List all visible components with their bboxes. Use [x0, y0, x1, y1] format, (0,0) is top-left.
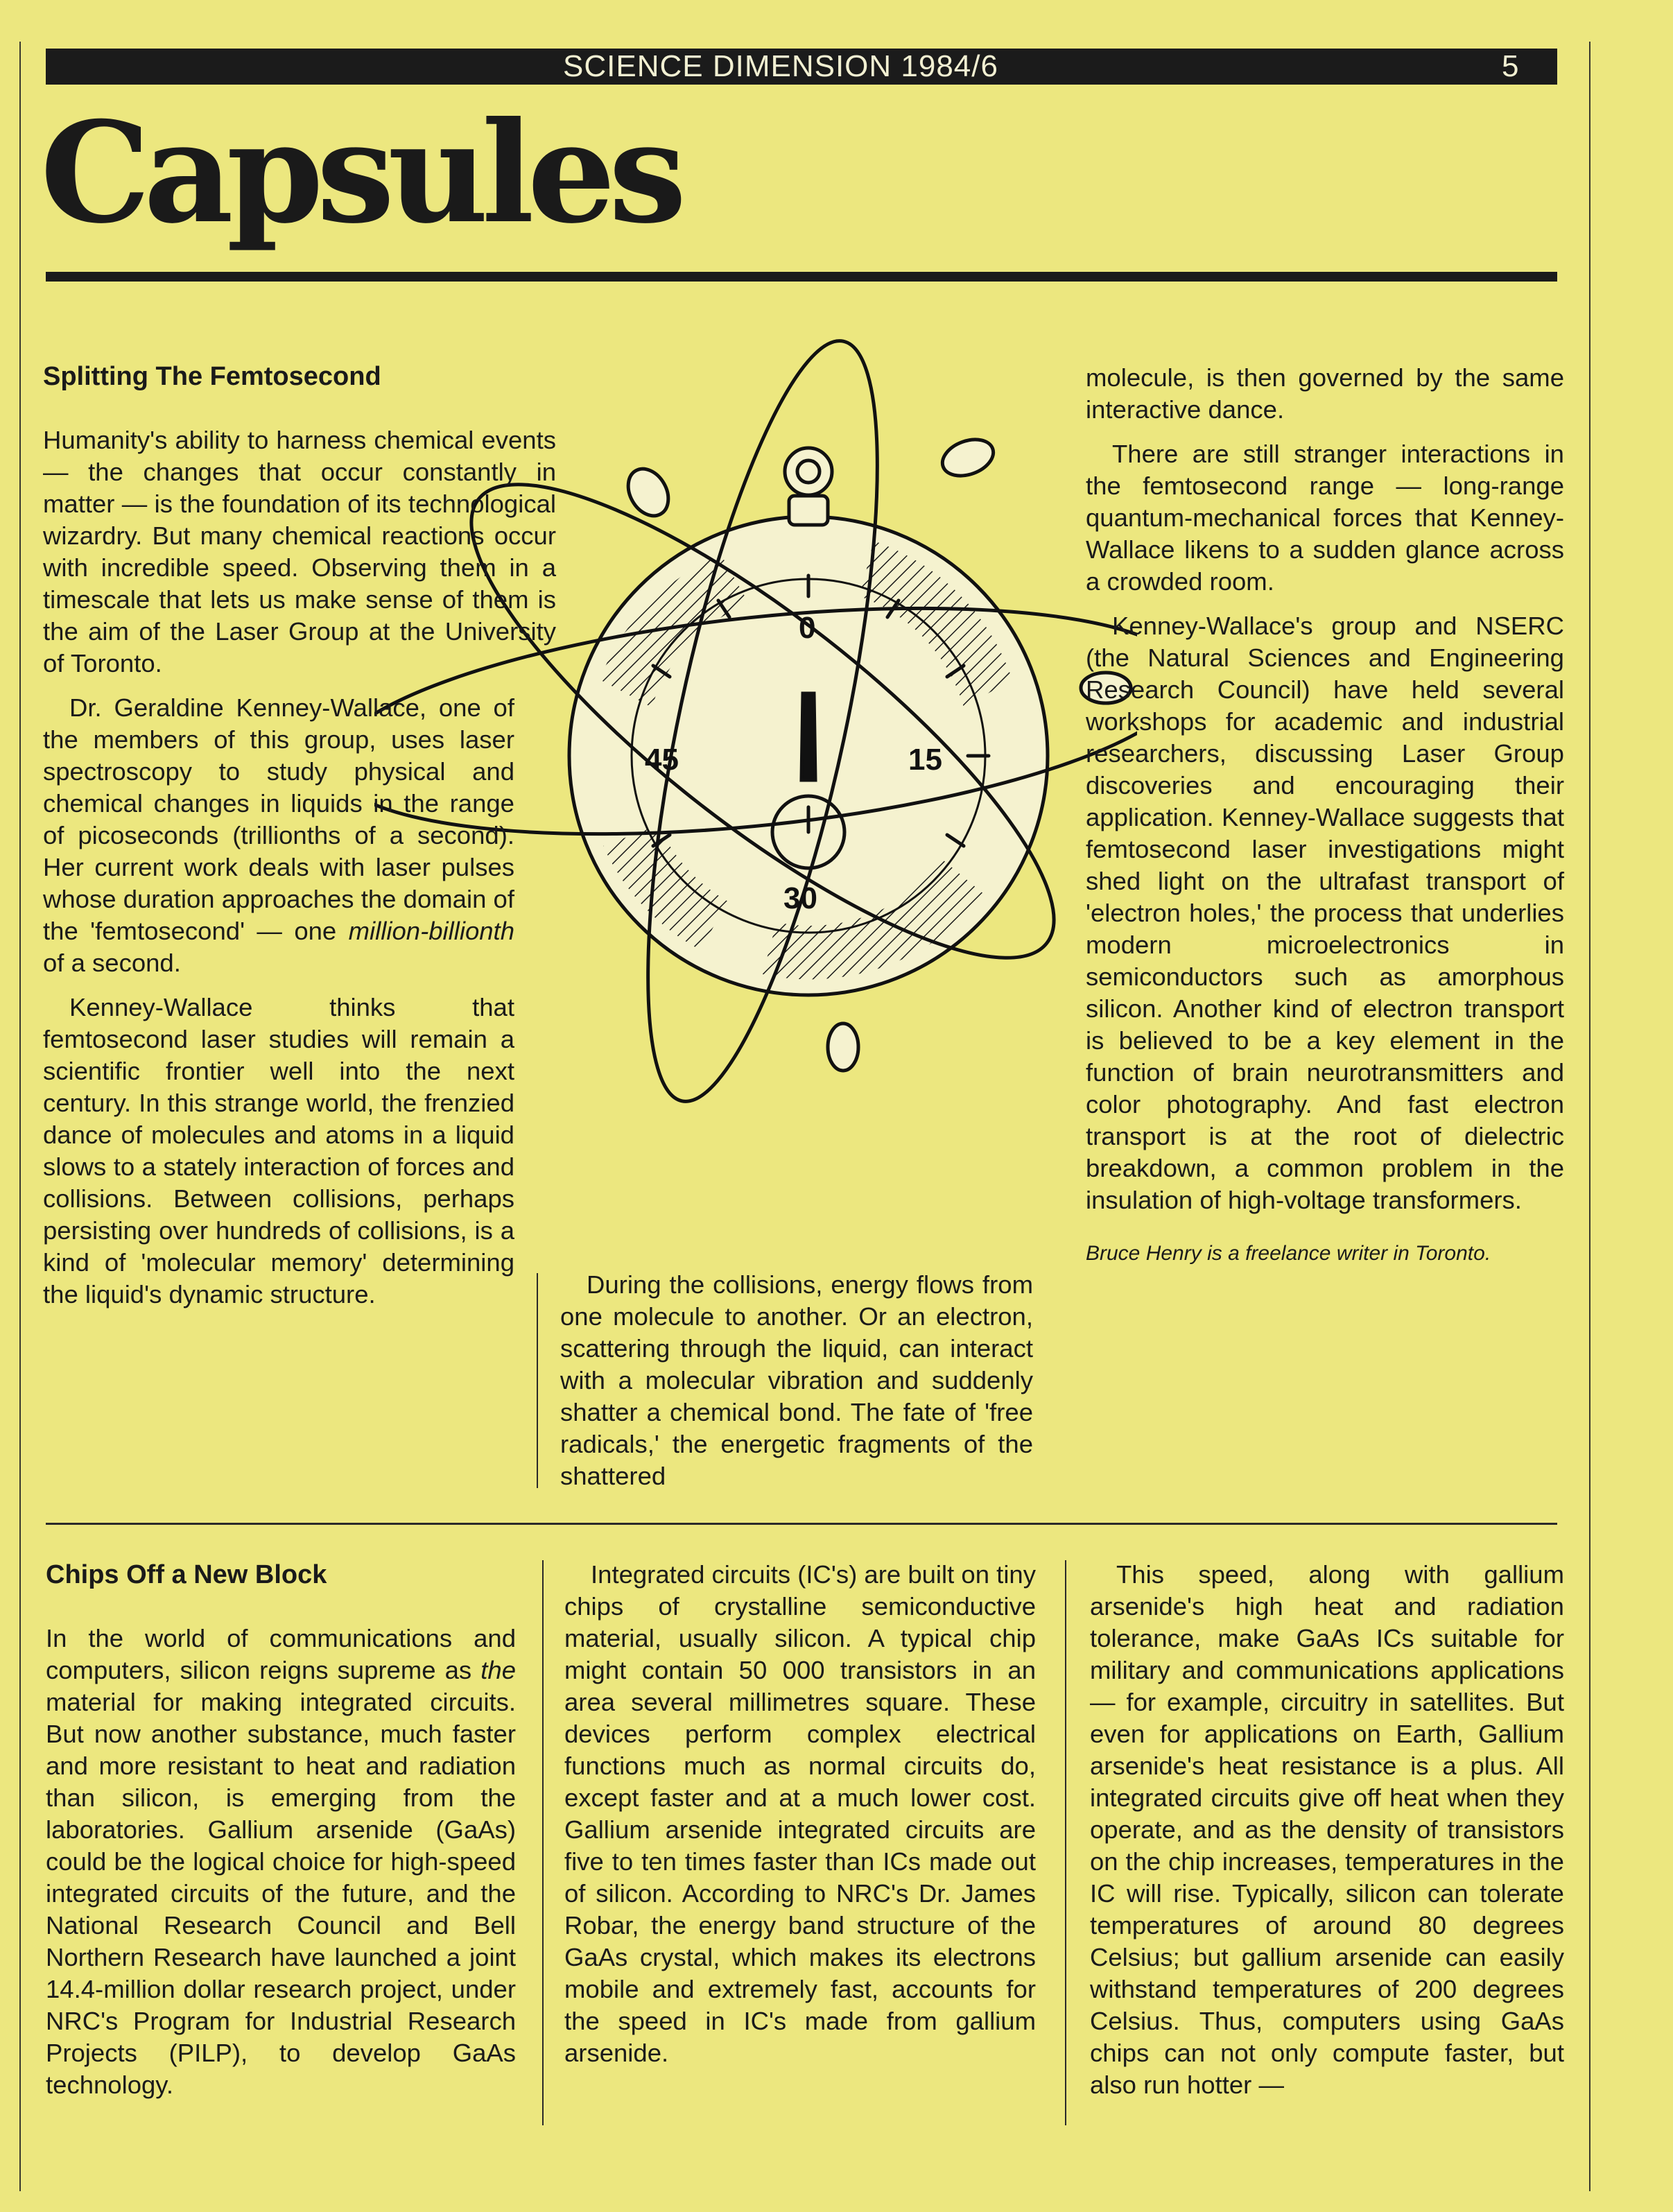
title-rule [46, 272, 1557, 282]
electron [828, 1023, 858, 1071]
paragraph-text: Dr. Geraldine Kenney-Wallace, one of the members of this group, uses laser spectroscopy to study physical and chemical changes in liquids in the range of picoseconds (trillionths of a second). Her current work deals with laser pulses whose duration approaches the domain of the 'femtosecond' — one [43, 693, 514, 945]
emphasis-text: the [480, 1656, 516, 1684]
running-header [46, 49, 1557, 85]
dial-label-45: 45 [645, 743, 679, 777]
paragraph [46, 1623, 516, 2101]
column-rule [542, 1560, 544, 2125]
dial-label-30: 30 [783, 881, 817, 915]
column-rule [537, 1273, 538, 1488]
author-byline: Bruce Henry is a freelance writer in Toronto. [1086, 1242, 1491, 1265]
article-divider [46, 1523, 1557, 1525]
paragraph: There are still stranger interactions in the femtosecond range — long-range quantum-mechanical forces that Kenney-Wallace likens to a sudden glance across a crowded room. [1086, 440, 1564, 596]
paragraph: During the collisions, energy flows from one molecule to another. Or an electron, scattering through the liquid, can interact with a molecular vibration and suddenly shatter a chemical bond. The fate of 'free radicals,' the energetic fragments of the shattered [560, 1270, 1033, 1490]
article-splitting-col2 [560, 1269, 1033, 1505]
section-title: Capsules [40, 92, 680, 254]
article-heading: Splitting The Femtosecond [43, 362, 381, 391]
article-chips-col2 [564, 1559, 1036, 2082]
paragraph: Kenney-Wallace's group and NSERC (the Natural Sciences and Engineering Research Council) have held several workshops for academic and industrial researchers, discussing Laser Group discoveries and encouraging their application. Kenney-Wallace suggests that femtosecond laser investigations might shed light on the ultrafast transport of 'electron holes,' the process that underlies modern microelectronics in semiconductors such as amorphous silicon. Another kind of electron transport is believed to be a key element in the function of brain neurotransmitters and color photography. And fast electron transport is at the root of dielectric breakdown, a common problem in the insulation of high-voltage transformers. [1086, 612, 1564, 1214]
column-rule [1065, 1560, 1066, 2125]
electron [937, 433, 998, 482]
page-number: 5 [1502, 49, 1520, 83]
paragraph: Kenney-Wallace thinks that femtosecond laser studies will remain a scientific frontier well into the next century. In this strange world, the frenzied dance of molecules and atoms in a liquid slows to a stately interaction of forces and collisions. Between collisions, perhaps persisting over hundreds of collisions, is a kind of 'molecular memory' determining the liquid's dynamic structure. [43, 993, 514, 1308]
dial-label-0: 0 [799, 611, 816, 645]
emphasis-text: million-billionth [348, 917, 514, 945]
article-heading: Chips Off a New Block [46, 1560, 327, 1589]
article-splitting-col3 [1086, 362, 1564, 1280]
paragraph: This speed, along with gallium arsenide's high heat and radiation tolerance, make GaAs ICs suitable for military and communications applications — for example, circuitry in satellites. But even for applications on Earth, Gallium arsenide's heat resistance is a plus. All integrated circuits give off heat when they operate, and as the density of transistors on the chip increases, temperatures in the IC will rise. Typically, silicon can tolerate temperatures of around 80 degrees Celsius; but gallium arsenide can easily withstand temperatures of 200 degrees Celsius. Thus, computers using GaAs chips can not only compute faster, but also run hotter — [1090, 1560, 1564, 2099]
article-splitting-col1 [43, 361, 556, 1323]
magazine-issue: SCIENCE DIMENSION 1984/6 [563, 49, 998, 83]
paragraph-text: material for making integrated circuits. But now another substance, much faster and more resistant to heat and radiation than silicon, is emerging from the laboratories. Gallium arsenide (GaAs) could be the logical choice for high-speed integrated circuits of the future, and the National Research Council and Bell Northern Research have launched a joint 14.4-million dollar research project, under NRC's Program for Industrial Research Projects (PILP), to develop GaAs technology. [46, 1688, 516, 2099]
paragraph-text: In the world of communications and computers, silicon reigns supreme as [46, 1624, 516, 1684]
dial-label-15: 15 [908, 743, 942, 777]
article-chips-col1 [46, 1559, 516, 2114]
paragraph: Humanity's ability to harness chemical events — the changes that occur constantly in matter — is the foundation of its technological wizardry. But many chemical reactions occur with incredible speed. Observing them in a timescale that lets us make sense of them is the aim of the Laser Group at the University of Toronto. [43, 426, 556, 677]
page-edge-right [1589, 42, 1590, 2191]
paragraph: Integrated circuits (IC's) are built on tiny chips of crystalline semiconductive material, usually silicon. A typical chip might contain 50 000 transistors in an area several millimetres square. These devices perform complex electrical functions much as normal circuits do, except faster and at a much lower cost. Gallium arsenide integrated circuits are five to ten times faster than ICs made out of silicon. According to NRC's Dr. James Robar, the energy band structure of the GaAs crystal, which makes its electrons mobile and extremely fast, accounts for the speed in IC's made from gallium arsenide. [564, 1560, 1036, 2067]
article-chips-col3 [1090, 1559, 1564, 2114]
page-edge-left [19, 42, 21, 2191]
paragraph [43, 692, 514, 979]
paragraph-text: of a second. [43, 949, 181, 977]
paragraph: molecule, is then governed by the same interactive dance. [1086, 363, 1564, 424]
